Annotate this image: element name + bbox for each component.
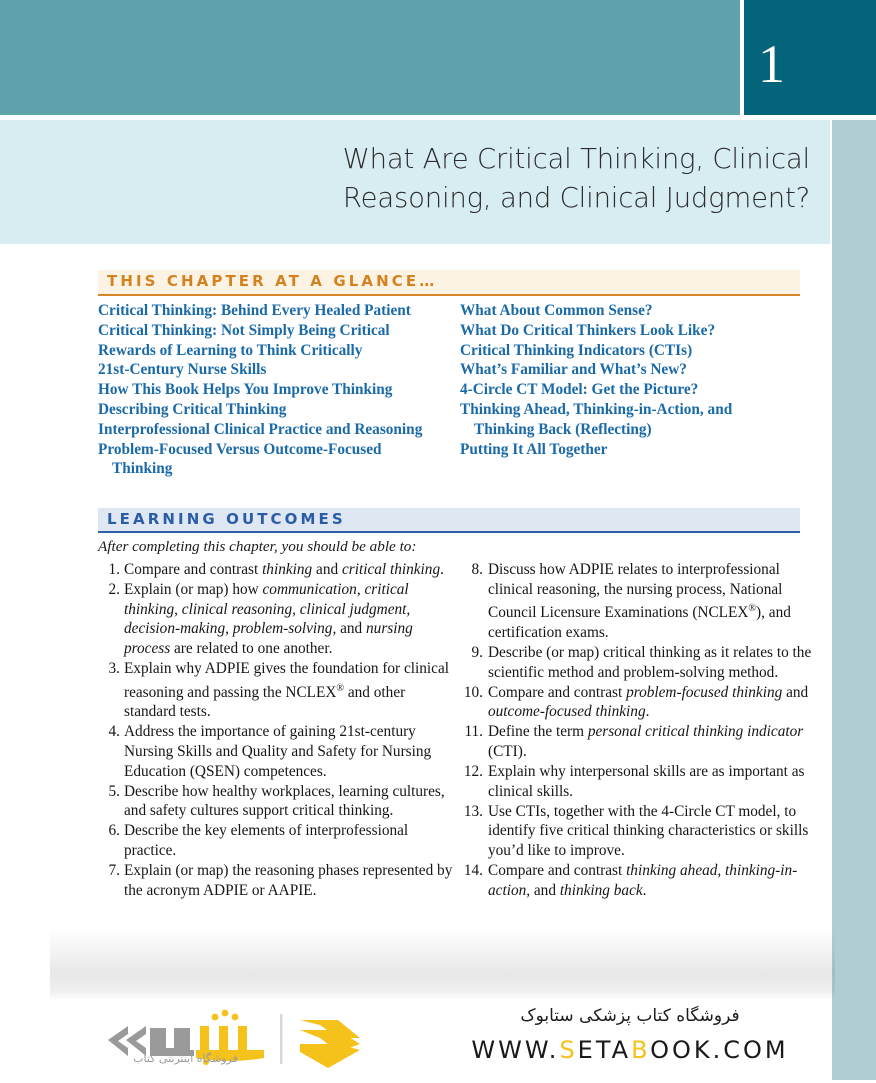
glance-item: Rewards of Learning to Think Critically: [98, 341, 363, 359]
chapter-title-line-2: Reasoning, and Clinical Judgment?: [342, 182, 810, 215]
footer-persian-title: فروشگاه کتاب پزشکی ستابوک: [520, 1006, 740, 1026]
footer-text-block: [430, 1004, 830, 1064]
page-title: [180, 140, 810, 218]
list-item-number: 3.: [108, 659, 120, 677]
glance-item: Critical Thinking: Not Simply Being Critical: [98, 321, 390, 339]
list-item-number: 9.: [471, 643, 483, 661]
chapter-title-line-1: What Are Critical Thinking, Clinical: [342, 143, 810, 175]
list-item-text: Describe (or map) critical thinking as it relates to the scientific method and problem-solving method.: [488, 643, 812, 681]
list-item: [98, 722, 458, 781]
list-item-number: 6.: [108, 822, 120, 840]
list-item: [458, 722, 818, 761]
list-item: [98, 861, 458, 900]
glance-item-line-2: Thinking: [112, 460, 173, 478]
learning-outcomes-label: LEARNING OUTCOMES: [107, 510, 346, 528]
list-item-text: Compare and contrast thinking ahead, thinking-in-action, and thinking back.: [488, 862, 798, 899]
glance-item: How This Book Helps You Improve Thinking: [98, 381, 393, 399]
list-item-number: 11.: [464, 723, 483, 741]
list-item: [458, 560, 818, 642]
list-item-text: Explain (or map) the reasoning phases represented by the acronym ADPIE or AAPIE.: [124, 862, 453, 899]
glance-item: What Do Critical Thinkers Look Like?: [460, 321, 716, 339]
footer-website-url: [430, 1036, 830, 1064]
list-item-text: Define the term personal critical thinking indicator (CTI).: [488, 723, 804, 760]
list-item-number: 7.: [108, 862, 120, 879]
page-bottom-shadow: [50, 928, 835, 1000]
list-item-text: Discuss how ADPIE relates to interprofessional clinical reasoning, the nursing process, National Council Licensure Examinations (NCLEX®), and certification exams.: [488, 561, 791, 641]
learning-outcomes-header: [98, 508, 800, 533]
list-item-number: 1.: [108, 561, 120, 578]
list-item-number: 14.: [463, 862, 483, 879]
chapter-at-a-glance-columns: [98, 301, 808, 479]
list-item-number: 13.: [463, 802, 483, 820]
list-item-number: 8.: [471, 561, 483, 578]
chapter-number-block: [744, 0, 876, 115]
url-prefix: WWW.: [471, 1035, 560, 1064]
learning-outcomes-column-left: [98, 560, 458, 901]
list-item-number: 10.: [463, 683, 483, 701]
list-item: [98, 560, 458, 580]
list-item: [458, 861, 818, 900]
glance-item: Putting It All Together: [460, 440, 608, 458]
url-letters-eta: ETA: [577, 1035, 632, 1064]
setabook-logo: [88, 1000, 378, 1078]
setabook-logo-subtitle: فروشگاه اینترنتی کتاب: [133, 1052, 238, 1065]
list-item-number: 4.: [108, 723, 120, 741]
chapter-at-a-glance-header: [98, 270, 800, 296]
glance-item: Critical Thinking Indicators (CTIs): [460, 341, 693, 359]
list-item-text: Compare and contrast problem-focused thinking and outcome-focused thinking.: [488, 683, 809, 721]
glance-item: 21st-Century Nurse Skills: [98, 361, 267, 379]
list-item-text: Explain why interpersonal skills are as important as clinical skills.: [488, 763, 805, 800]
glance-item: What About Common Sense?: [460, 302, 653, 319]
list-item: [98, 659, 458, 722]
url-suffix: OOK.COM: [650, 1035, 789, 1064]
url-letter-s: S: [559, 1035, 578, 1064]
list-item: [458, 802, 818, 861]
glance-item: Interprofessional Clinical Practice and Reasoning: [98, 420, 423, 438]
glance-item: [460, 400, 808, 440]
learning-outcomes-columns: [98, 560, 818, 901]
url-letter-b: B: [631, 1035, 651, 1064]
list-item: [98, 782, 458, 821]
list-item: [98, 821, 458, 860]
glance-item-line-2: Thinking Back (Reflecting): [474, 420, 652, 438]
list-item-text: Address the importance of gaining 21st-century Nursing Skills and Quality and Safety for Nursing Education (QSEN) competences.: [124, 723, 432, 780]
glance-item-line-1: Thinking Ahead, Thinking-in-Action, and: [460, 400, 733, 418]
learning-outcomes-list-left: [98, 560, 458, 900]
list-item-text: Explain (or map) how communication, critical thinking, clinical reasoning, clinical judgment, decision-making, problem-solving, and nursing process are related to one another.: [124, 581, 413, 657]
list-item-number: 12.: [463, 763, 483, 781]
chapter-header-band: [0, 0, 740, 115]
list-item-text: Describe the key elements of interprofessional practice.: [124, 822, 409, 859]
list-item-text: Describe how healthy workplaces, learning cultures, and safety cultures support critical thinking.: [124, 782, 445, 820]
list-item-text: Use CTIs, together with the 4-Circle CT model, to identify five critical thinking characteristics or skills you’d like to improve.: [488, 802, 809, 859]
glance-item: What’s Familiar and What’s New?: [460, 361, 687, 379]
glance-item: Critical Thinking: Behind Every Healed Patient: [98, 302, 411, 319]
list-item-text: Compare and contrast thinking and critical thinking.: [124, 561, 444, 578]
glance-item: [98, 440, 460, 480]
list-item: [458, 683, 818, 722]
list-item-text: Explain why ADPIE gives the foundation for clinical reasoning and passing the NCLEX® and other standard tests.: [124, 659, 449, 721]
glance-column-right: [460, 301, 808, 479]
list-item: [458, 643, 818, 682]
learning-outcomes-intro: After completing this chapter, you should be able to:: [98, 538, 417, 555]
learning-outcomes-column-right: [458, 560, 818, 901]
list-item: [458, 762, 818, 801]
list-item-number: 5.: [108, 782, 120, 800]
learning-outcomes-list-right: [458, 560, 818, 900]
glance-item: 4-Circle CT Model: Get the Picture?: [460, 381, 699, 399]
setabook-logo-svg: [88, 1000, 378, 1078]
list-item: [98, 580, 458, 658]
right-edge-tint-strip: [832, 120, 876, 1080]
chapter-at-a-glance-label: THIS CHAPTER AT A GLANCE…: [107, 272, 438, 290]
glance-item: Describing Critical Thinking: [98, 400, 287, 418]
glance-column-left: [98, 301, 460, 479]
chapter-number: 1: [758, 33, 785, 94]
list-item-number: 2.: [108, 581, 120, 599]
glance-item-line-1: Problem-Focused Versus Outcome-Focused: [98, 440, 382, 458]
